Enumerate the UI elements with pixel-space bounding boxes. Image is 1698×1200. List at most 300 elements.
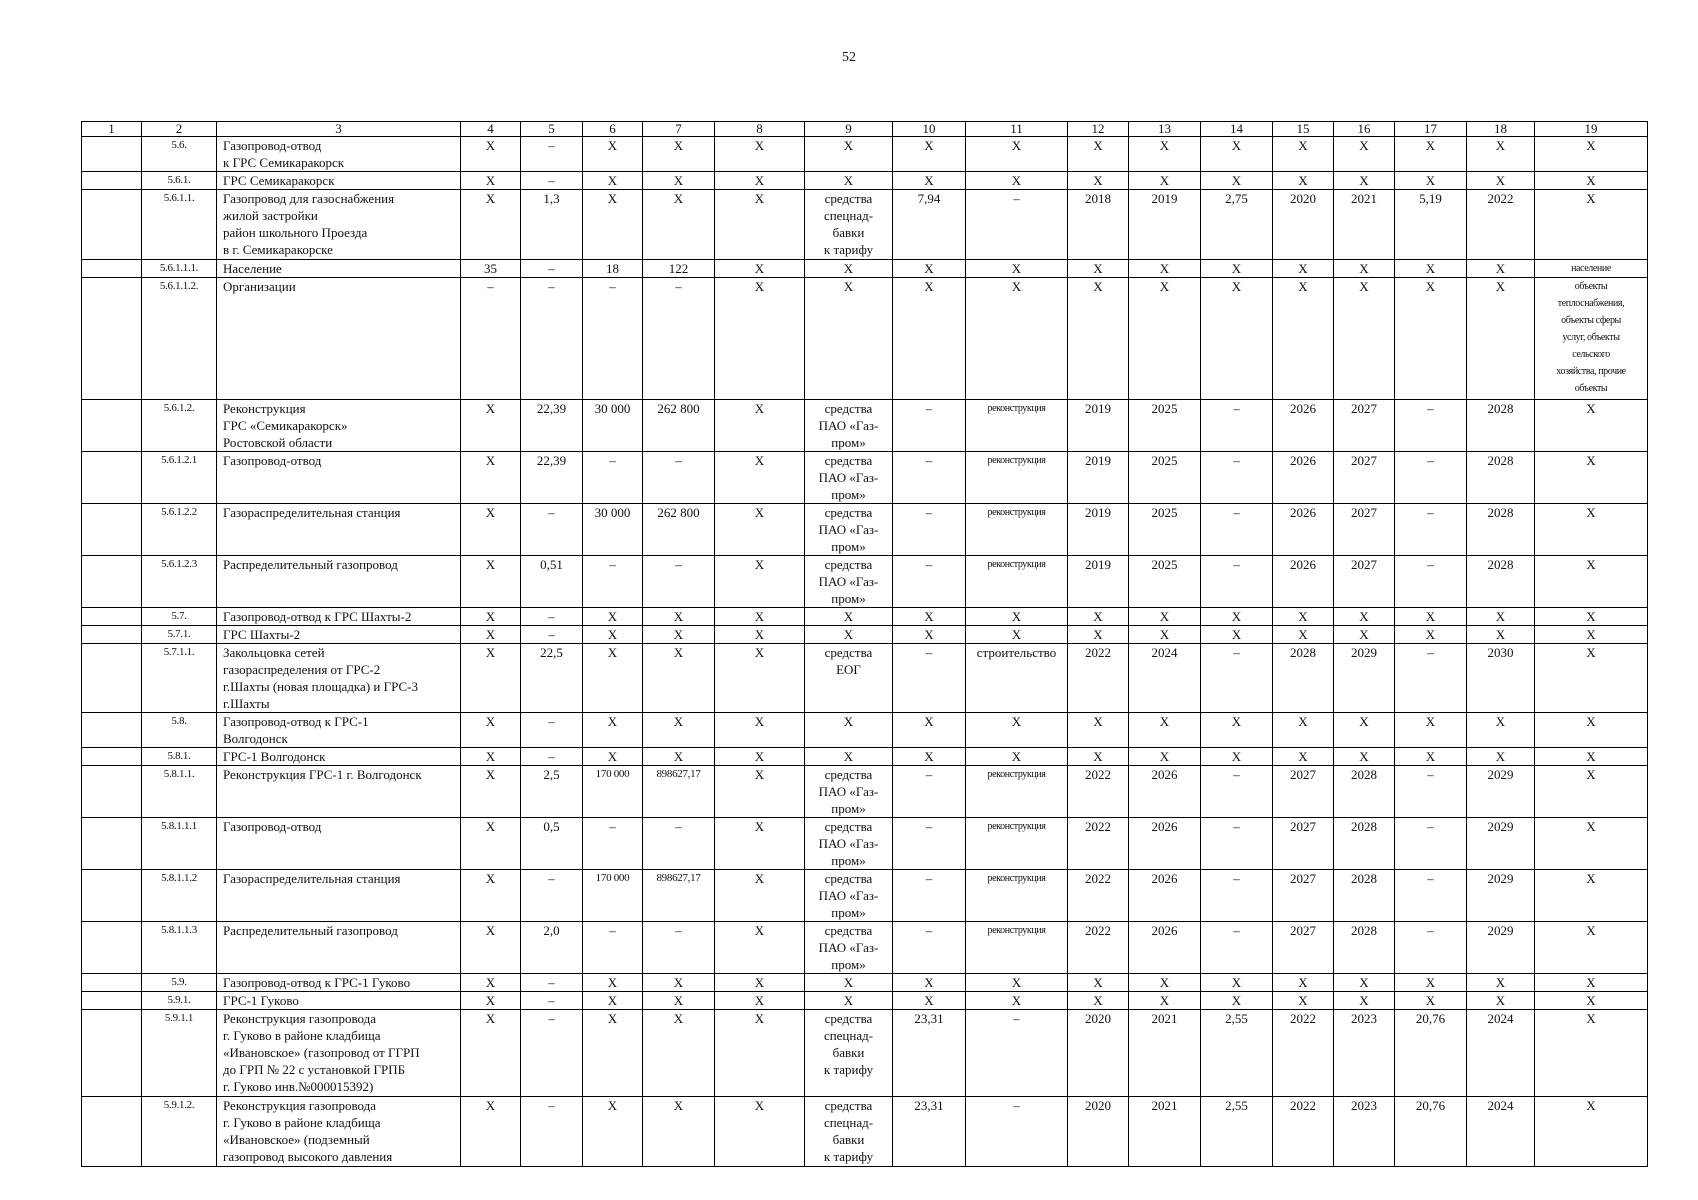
item-number-cell: 5.8.1.1.1 [142,818,217,870]
table-cell: X [1068,260,1129,278]
table-cell [82,278,142,400]
table-cell: – [643,556,715,608]
table-cell: X [715,1097,805,1167]
table-row [82,137,1648,172]
table-cell: 262 800 [643,504,715,556]
table-cell: X [583,608,643,626]
table-cell: X [715,626,805,644]
table-cell: – [643,278,715,400]
table-cell: X [1535,556,1648,608]
item-name-cell: Газопровод-отвод [217,818,461,870]
table-row [82,190,1648,260]
table-cell: – [521,260,583,278]
table-cell: X [643,1010,715,1097]
table-cell: 2029 [1467,922,1535,974]
table-cell: 2021 [1129,1097,1201,1167]
table-cell: X [805,713,893,748]
table-cell: X [966,137,1068,172]
table-row [82,608,1648,626]
table-cell: X [1395,172,1467,190]
table-cell: 2019 [1068,504,1129,556]
table-cell: X [643,992,715,1010]
table-cell: X [1395,992,1467,1010]
table-cell: X [1395,713,1467,748]
table-cell: X [1129,713,1201,748]
item-name-cell: Реконструкция ГРС «Семикаракорск» Ростовской области [217,400,461,452]
table-cell: X [1535,172,1648,190]
table-row [82,644,1648,713]
table-cell [82,1010,142,1097]
table-cell: X [1535,400,1648,452]
table-cell: 2027 [1273,870,1334,922]
table-cell: X [1467,626,1535,644]
table-cell: X [893,137,966,172]
table-cell: – [893,818,966,870]
table-cell: 2026 [1273,400,1334,452]
table-row [82,504,1648,556]
table-cell: 2028 [1334,922,1395,974]
investment-program-table [81,121,1648,1167]
table-cell: X [461,992,521,1010]
table-cell: X [1068,626,1129,644]
table-cell: X [1535,992,1648,1010]
table-cell: 2,55 [1201,1097,1273,1167]
item-name-cell: Реконструкция газопровода г. Гуково в районе кладбища «Ивановское» (газопровод от ГГРП до ГРП № 22 с установкой ГРПБ г. Гуково инв.№000015392) [217,1010,461,1097]
table-cell: 2027 [1334,556,1395,608]
table-cell: X [1535,922,1648,974]
table-cell: X [1068,992,1129,1010]
column-number-cell: 9 [805,122,893,137]
table-cell: 2023 [1334,1010,1395,1097]
table-cell: 2025 [1129,452,1201,504]
table-cell: X [1395,626,1467,644]
table-cell: 2024 [1129,644,1201,713]
table-cell: 2019 [1068,400,1129,452]
table-cell: X [715,137,805,172]
table-cell: – [1201,452,1273,504]
table-cell: X [1273,992,1334,1010]
table-cell: X [1129,626,1201,644]
item-number-cell: 5.6.1.2.3 [142,556,217,608]
table-cell: – [521,608,583,626]
table-cell: X [715,556,805,608]
column-number-cell: 16 [1334,122,1395,137]
table-cell: 22,39 [521,452,583,504]
table-cell: 2022 [1068,818,1129,870]
table-cell: X [715,608,805,626]
table-cell: 2021 [1129,1010,1201,1097]
table-cell: – [893,452,966,504]
table-cell: – [1201,400,1273,452]
table-cell: реконструкция [966,452,1068,504]
table-cell [82,626,142,644]
table-cell: 2025 [1129,556,1201,608]
table-cell: 20,76 [1395,1097,1467,1167]
item-number-cell: 5.6.1.2. [142,400,217,452]
table-cell: X [1201,748,1273,766]
table-cell: X [715,644,805,713]
table-cell [82,137,142,172]
table-cell: X [715,992,805,1010]
table-cell: – [583,922,643,974]
table-cell: 2028 [1467,504,1535,556]
table-cell: 2028 [1334,870,1395,922]
table-cell: 2021 [1334,190,1395,260]
table-cell: X [461,713,521,748]
table-cell: X [461,556,521,608]
table-cell [82,644,142,713]
table-cell: средства ПАО «Газ- пром» [805,870,893,922]
item-name-cell: ГРС Шахты-2 [217,626,461,644]
table-cell: 22,39 [521,400,583,452]
table-cell: X [461,1097,521,1167]
table-row [82,766,1648,818]
table-cell [82,172,142,190]
table-cell: X [1273,278,1334,400]
table-row [82,748,1648,766]
table-cell: 30 000 [583,504,643,556]
table-cell: – [1395,556,1467,608]
table-cell: X [1334,992,1395,1010]
column-number-cell: 2 [142,122,217,137]
table-cell: 2028 [1334,766,1395,818]
table-cell: X [966,992,1068,1010]
table-cell: 30 000 [583,400,643,452]
table-row [82,172,1648,190]
item-number-cell: 5.9.1.2. [142,1097,217,1167]
table-cell: реконструкция [966,556,1068,608]
column-number-cell: 19 [1535,122,1648,137]
table-cell: 2019 [1068,452,1129,504]
table-cell: X [1535,190,1648,260]
table-cell: 2024 [1467,1097,1535,1167]
table-cell: 2023 [1334,1097,1395,1167]
table-cell: X [1129,748,1201,766]
table-cell: X [1467,172,1535,190]
table-cell: X [461,870,521,922]
item-number-cell: 5.6.1.1.2. [142,278,217,400]
table-cell: X [1068,137,1129,172]
table-cell: – [583,556,643,608]
table-row [82,626,1648,644]
table-cell [82,766,142,818]
table-cell: 2027 [1334,452,1395,504]
table-cell: X [583,748,643,766]
table-cell [82,608,142,626]
table-cell: X [1535,504,1648,556]
table-cell: X [1334,260,1395,278]
item-number-cell: 5.8.1. [142,748,217,766]
table-cell: X [1068,713,1129,748]
table-cell: 2026 [1129,766,1201,818]
table-cell: 2020 [1273,190,1334,260]
item-name-cell: Реконструкция ГРС-1 г. Волгодонск [217,766,461,818]
table-cell: X [715,974,805,992]
table-cell: – [521,1010,583,1097]
table-cell: X [893,260,966,278]
table-cell: X [1201,260,1273,278]
column-number-cell: 8 [715,122,805,137]
table-cell: – [893,556,966,608]
table-cell: X [1467,713,1535,748]
table-cell: X [1273,137,1334,172]
column-number-cell: 17 [1395,122,1467,137]
table-cell: X [1068,278,1129,400]
table-cell: X [805,748,893,766]
table-cell: 898627,17 [643,870,715,922]
table-cell: – [966,1010,1068,1097]
table-cell: X [583,626,643,644]
column-number-cell: 6 [583,122,643,137]
table-cell: X [1201,626,1273,644]
table-cell: X [461,766,521,818]
table-cell: 2027 [1334,400,1395,452]
table-cell: средства ПАО «Газ- пром» [805,818,893,870]
table-cell: X [1467,278,1535,400]
table-cell: – [1395,818,1467,870]
column-number-cell: 10 [893,122,966,137]
table-cell: средства спецнад- бавки к тарифу [805,1097,893,1167]
table-cell: X [1201,137,1273,172]
table-cell: X [1467,992,1535,1010]
table-cell: – [521,626,583,644]
table-row [82,260,1648,278]
table-cell: X [893,713,966,748]
table-cell: объекты теплоснабжения, объекты сферы услуг, объекты сельского хозяйства, прочие объекты [1535,278,1648,400]
table-cell [82,870,142,922]
table-cell: средства ПАО «Газ- пром» [805,400,893,452]
table-cell: – [893,400,966,452]
table-cell: X [715,172,805,190]
table-cell: X [893,278,966,400]
table-cell: X [1068,974,1129,992]
table-cell: 2022 [1068,922,1129,974]
table-cell: X [1334,748,1395,766]
item-name-cell: ГРС Семикаракорск [217,172,461,190]
table-cell: X [1535,818,1648,870]
item-number-cell: 5.9. [142,974,217,992]
table-cell: средства ЕОГ [805,644,893,713]
table-cell: – [1201,766,1273,818]
item-name-cell: Распределительный газопровод [217,922,461,974]
table-cell: реконструкция [966,922,1068,974]
table-cell [82,504,142,556]
item-number-cell: 5.6.1.1.1. [142,260,217,278]
table-cell: X [1273,260,1334,278]
column-number-cell: 13 [1129,122,1201,137]
table-cell: X [1334,172,1395,190]
table-cell: 2022 [1273,1097,1334,1167]
table-cell: – [1395,644,1467,713]
item-name-cell: Газопровод-отвод к ГРС Шахты-2 [217,608,461,626]
table-row [82,400,1648,452]
table-cell: X [643,190,715,260]
table-cell: 23,31 [893,1010,966,1097]
table-cell: X [805,137,893,172]
table-cell: X [1201,608,1273,626]
item-name-cell: Газораспределительная станция [217,504,461,556]
table-cell: X [1068,172,1129,190]
table-cell: 2,75 [1201,190,1273,260]
table-cell: реконструкция [966,504,1068,556]
table-cell: X [1273,608,1334,626]
table-cell: X [1129,974,1201,992]
table-row [82,278,1648,400]
table-cell: 2027 [1273,766,1334,818]
table-cell: – [893,766,966,818]
table-cell: X [461,818,521,870]
table-cell: – [893,504,966,556]
table-cell: 20,76 [1395,1010,1467,1097]
table-cell: – [521,713,583,748]
table-cell: 2027 [1334,504,1395,556]
table-cell: 0,51 [521,556,583,608]
table-cell: 2026 [1129,922,1201,974]
table-cell: – [583,278,643,400]
table-cell: X [583,190,643,260]
table-cell: 2029 [1467,870,1535,922]
table-cell: X [805,260,893,278]
item-number-cell: 5.7.1.1. [142,644,217,713]
table-cell: X [966,278,1068,400]
table-cell: 2028 [1467,400,1535,452]
table-cell: X [1273,748,1334,766]
item-name-cell: Распределительный газопровод [217,556,461,608]
table-cell [82,260,142,278]
table-cell: X [461,504,521,556]
table-row [82,922,1648,974]
column-number-cell: 15 [1273,122,1334,137]
item-name-cell: Организации [217,278,461,400]
table-cell: 170 000 [583,870,643,922]
table-cell: X [461,626,521,644]
table-cell: – [1201,870,1273,922]
table-cell: – [1395,504,1467,556]
table-cell: средства спецнад- бавки к тарифу [805,190,893,260]
table-row [82,1010,1648,1097]
table-cell: X [1068,748,1129,766]
table-cell: 2022 [1273,1010,1334,1097]
item-name-cell: Газопровод для газоснабжения жилой застройки район школьного Проезда в г. Семикаракорске [217,190,461,260]
table-cell: X [643,172,715,190]
table-cell [82,818,142,870]
item-number-cell: 5.8. [142,713,217,748]
table-cell: X [583,172,643,190]
table-cell: 35 [461,260,521,278]
table-cell: реконструкция [966,818,1068,870]
table-cell: – [643,922,715,974]
table-cell: X [966,713,1068,748]
table-cell: 2024 [1467,1010,1535,1097]
table-cell: – [1201,818,1273,870]
table-cell: 262 800 [643,400,715,452]
column-number-cell: 4 [461,122,521,137]
table-cell: X [1467,608,1535,626]
table-cell: X [583,644,643,713]
table-cell: 23,31 [893,1097,966,1167]
table-cell: X [1395,748,1467,766]
table-cell: средства ПАО «Газ- пром» [805,556,893,608]
item-number-cell: 5.8.1.1. [142,766,217,818]
table-cell: 22,5 [521,644,583,713]
table-cell: X [643,748,715,766]
table-row [82,452,1648,504]
item-name-cell: Газопровод-отвод к ГРС-1 Волгодонск [217,713,461,748]
table-cell: X [583,137,643,172]
table-cell: 122 [643,260,715,278]
column-number-cell: 1 [82,122,142,137]
table-cell: X [1334,278,1395,400]
table-cell: X [643,137,715,172]
table-cell: X [1467,137,1535,172]
table-cell: X [893,992,966,1010]
table-cell: – [521,870,583,922]
table-cell: – [1201,556,1273,608]
table-cell: – [1395,452,1467,504]
table-cell: 2022 [1467,190,1535,260]
table-cell: X [583,992,643,1010]
table-cell: X [966,626,1068,644]
table-cell: 2029 [1334,644,1395,713]
table-cell: – [521,1097,583,1167]
table-cell: средства ПАО «Газ- пром» [805,922,893,974]
column-number-cell: 5 [521,122,583,137]
table-cell [82,400,142,452]
table-cell: 2030 [1467,644,1535,713]
table-cell: X [1535,1097,1648,1167]
table-cell: – [893,644,966,713]
item-number-cell: 5.8.1.1.2 [142,870,217,922]
table-cell [82,974,142,992]
table-cell: X [1535,748,1648,766]
table-cell: X [461,137,521,172]
table-cell: X [1273,172,1334,190]
table-cell: X [1201,713,1273,748]
table-cell: X [1068,608,1129,626]
table-cell: X [1467,974,1535,992]
column-number-row [82,122,1648,137]
table-cell: – [893,870,966,922]
table-cell: X [715,452,805,504]
table-cell: – [966,190,1068,260]
table-cell [82,556,142,608]
table-cell [82,1097,142,1167]
table-cell: X [643,626,715,644]
table-cell: – [1201,644,1273,713]
table-cell: – [1395,400,1467,452]
table-cell: X [805,278,893,400]
table-cell: 7,94 [893,190,966,260]
item-name-cell: Газораспределительная станция [217,870,461,922]
table-cell: 2028 [1273,644,1334,713]
table-cell: X [461,644,521,713]
table-cell: 0,5 [521,818,583,870]
table-cell: X [643,974,715,992]
table-cell: X [1535,626,1648,644]
table-cell: X [966,608,1068,626]
table-cell: реконструкция [966,870,1068,922]
table-cell: X [1535,870,1648,922]
table-cell: X [893,748,966,766]
table-cell: X [805,626,893,644]
table-cell: X [1535,1010,1648,1097]
table-row [82,1097,1648,1167]
table-cell: 2025 [1129,504,1201,556]
table-cell: X [461,974,521,992]
item-name-cell: ГРС-1 Волгодонск [217,748,461,766]
table-cell: X [461,452,521,504]
table-cell: 2028 [1467,452,1535,504]
